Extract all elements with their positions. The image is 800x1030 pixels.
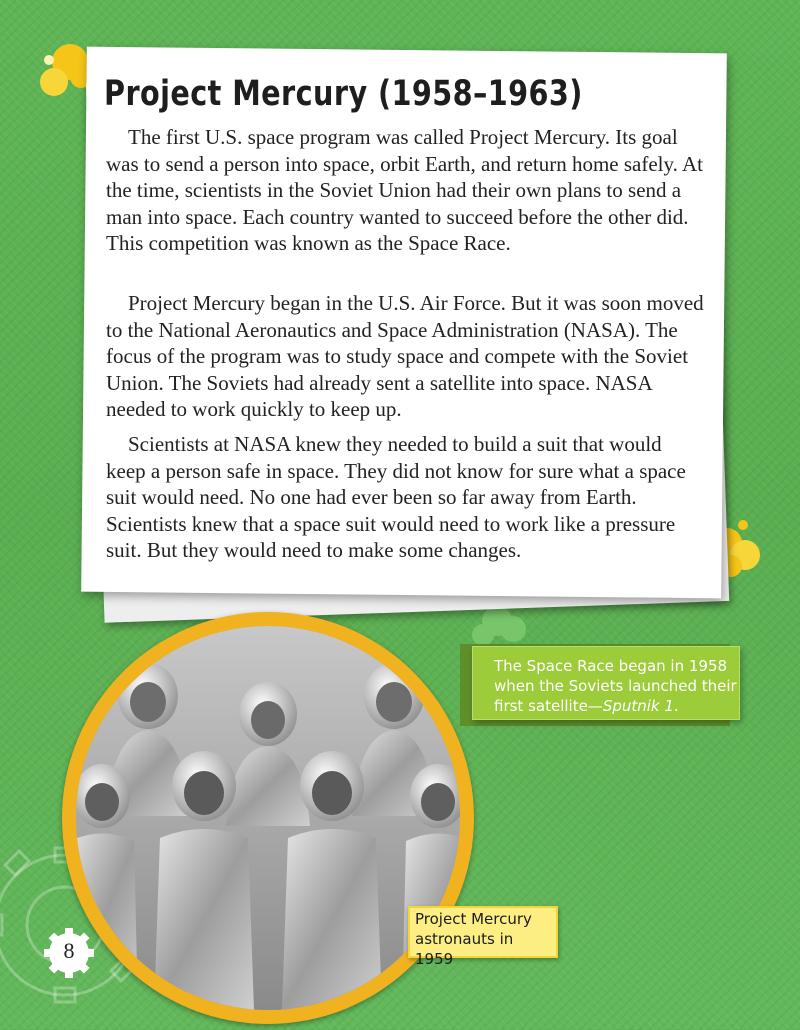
photo-caption: Project Mercury astronauts in 1959	[415, 910, 532, 968]
callout-text	[494, 656, 744, 716]
paragraph-1: The first U.S. space program was called Project Mercury. Its goal was to send a person into space, orbit Earth, and return home safely. At the time, scientists in the Soviet Union had their own plans to send a man into space. Each country wanted to succeed before the other did. This competition was known as the Space Race.	[106, 125, 703, 255]
callout-text-main: The Space Race began in 1958 when the Soviets launched their first satellite—	[494, 657, 737, 715]
paragraph-3: Scientists at NASA knew they needed to build a suit that would keep a person safe in space. They did not know for sure what a space suit would need. No one had ever been so far away from Earth. Scientists knew that a space suit would need to work like a pressure suit. But they would need to make some changes.	[106, 432, 686, 562]
page-number: 8	[63, 938, 75, 963]
astronauts-photo	[76, 626, 460, 1010]
decorative-dot	[738, 520, 748, 530]
callout-text-italic: Sputnik 1	[602, 697, 674, 715]
page-title: Project Mercury (1958–1963)	[104, 74, 583, 114]
decorative-dot	[40, 68, 68, 96]
paragraph-2: Project Mercury began in the U.S. Air Force. But it was soon moved to the National Aeronautics and Space Administration (NASA). The focus of the program was to study space and compete with the Soviet Union. The Soviets had already sent a satellite into space. NASA needed to work quickly to keep up.	[106, 291, 704, 421]
decorative-dot	[500, 616, 526, 642]
decorative-dot	[44, 55, 54, 65]
decorative-dot	[472, 624, 494, 646]
group-photo-astronauts-icon	[76, 626, 460, 1010]
callout-text-end: .	[673, 697, 679, 715]
